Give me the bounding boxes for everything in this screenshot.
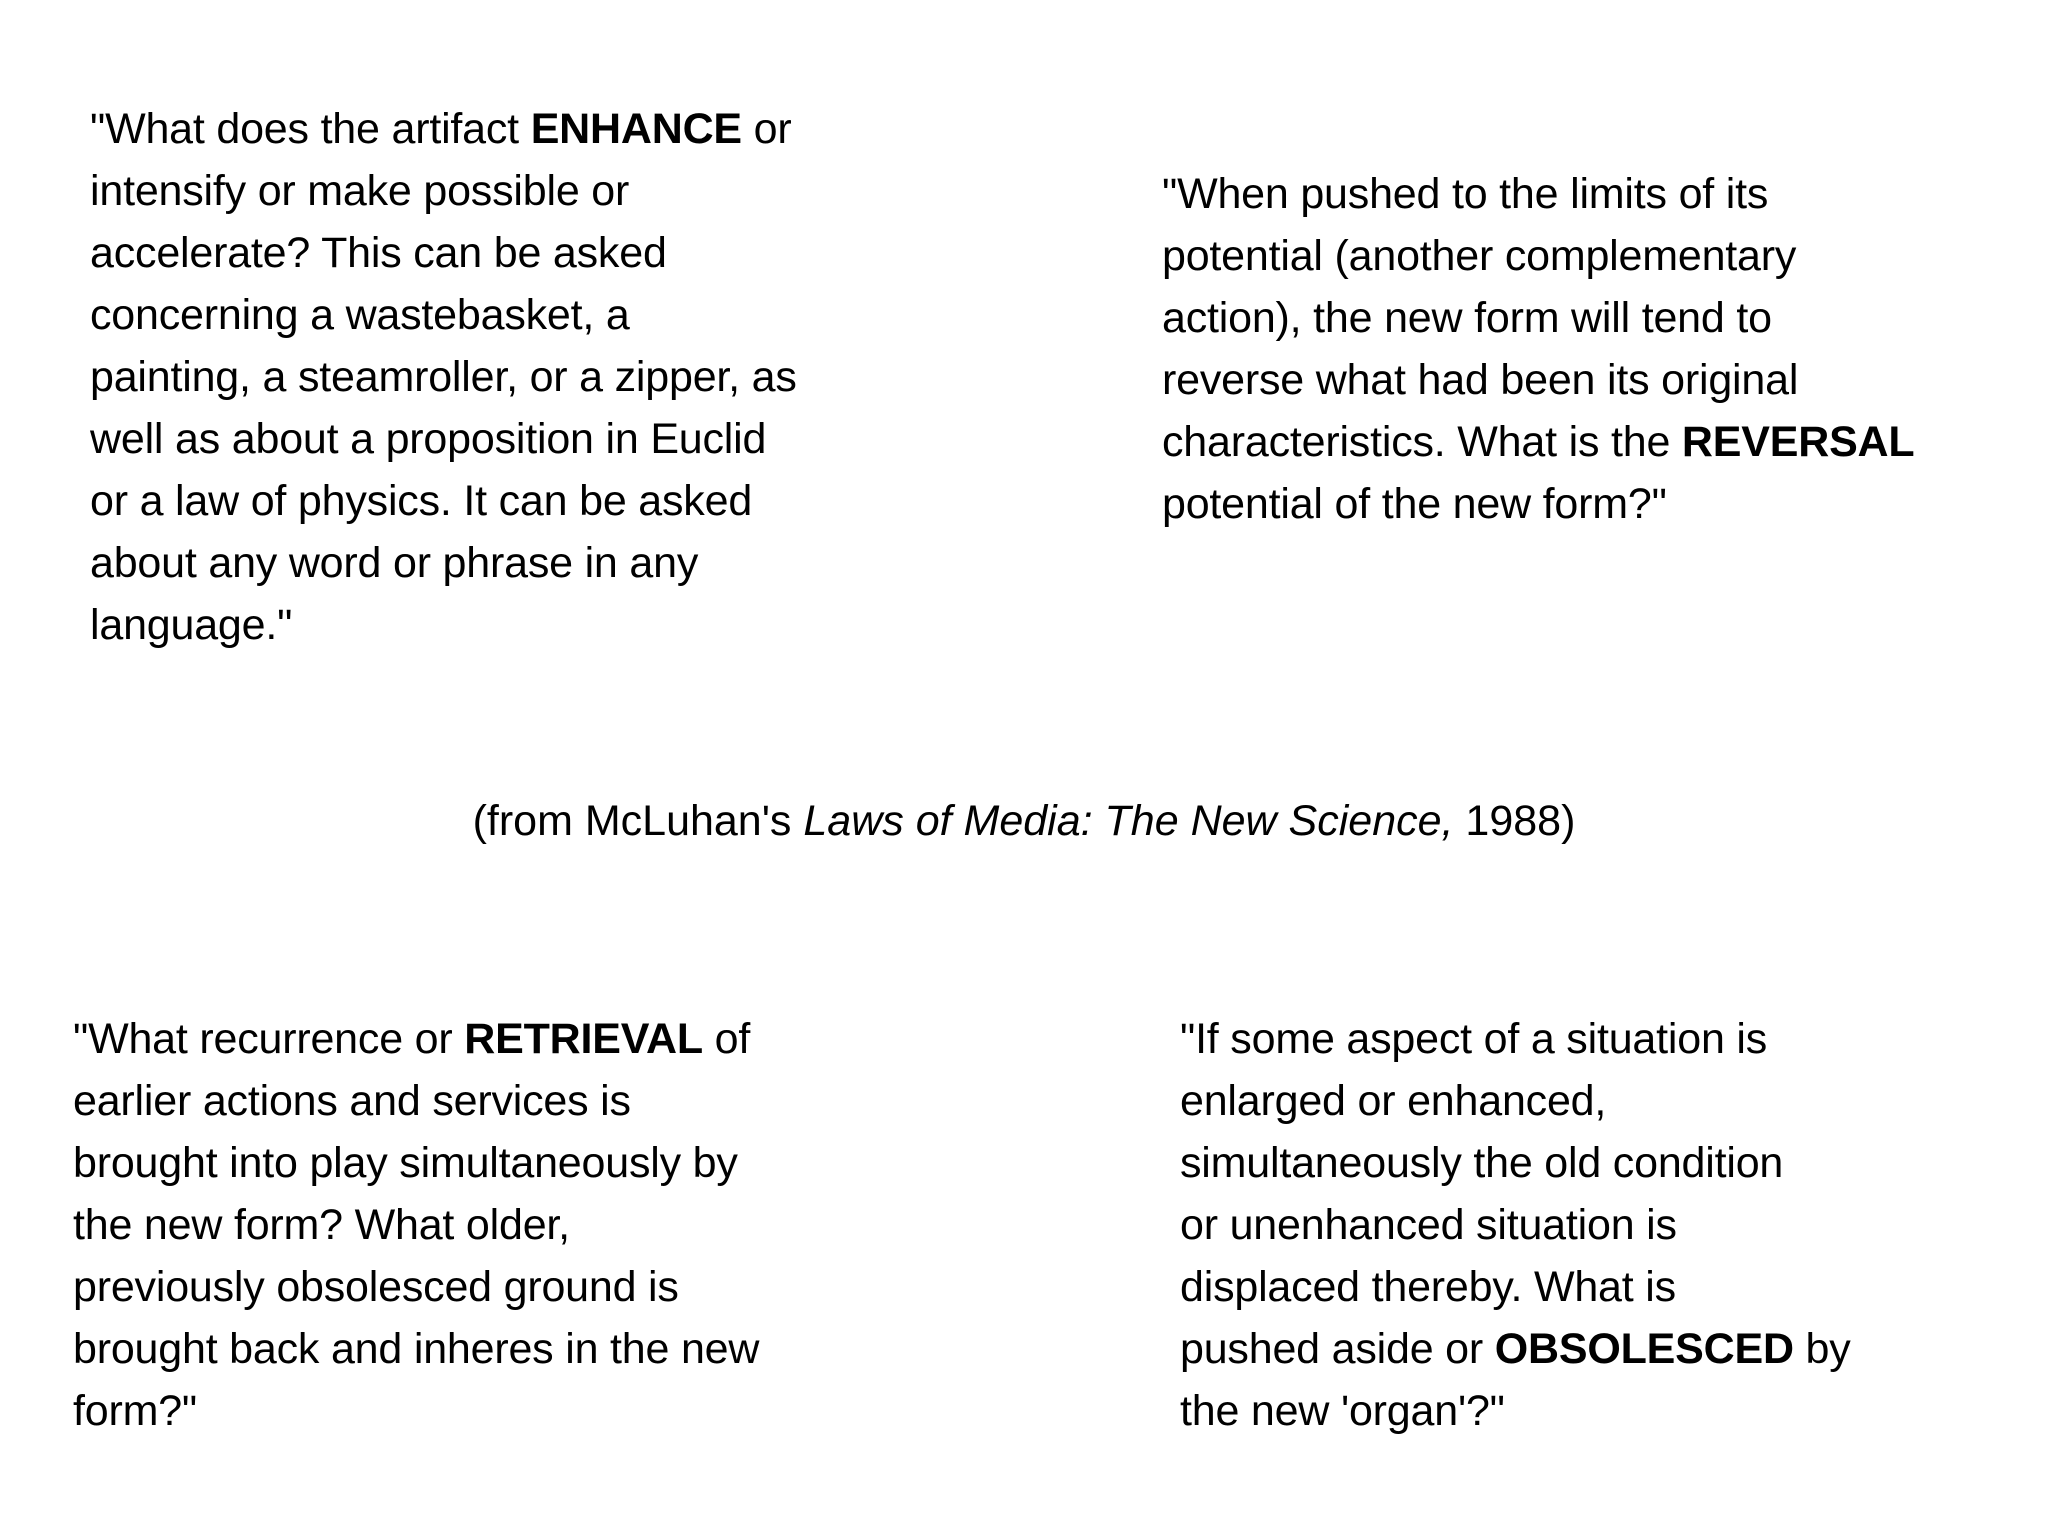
quote-text: previously obsolesced ground is xyxy=(73,1263,679,1311)
quote-line xyxy=(1162,349,1914,411)
quote-reversal xyxy=(1162,163,1914,535)
quote-text: simultaneously the old condition xyxy=(1180,1139,1784,1187)
citation-prefix: (from McLuhan's xyxy=(472,797,804,845)
quote-text: or unenhanced situation is xyxy=(1180,1201,1677,1249)
quote-text: accelerate? This can be asked xyxy=(90,229,667,277)
quote-retrieval xyxy=(73,1008,759,1442)
quote-text: concerning a wastebasket, a xyxy=(90,291,630,339)
quote-line xyxy=(90,594,797,656)
quote-text: "If some aspect of a situation is xyxy=(1180,1015,1768,1063)
quote-text: pushed aside or xyxy=(1180,1325,1495,1373)
quote-line xyxy=(90,346,797,408)
quote-line xyxy=(73,1380,759,1442)
keyword-emphasis: REVERSAL xyxy=(1681,418,1915,466)
quote-line xyxy=(90,532,797,594)
quote-text: characteristics. What is the xyxy=(1162,418,1682,466)
quote-line xyxy=(90,408,797,470)
quote-line xyxy=(1162,473,1914,535)
quote-line xyxy=(1180,1256,1851,1318)
quote-line xyxy=(1162,287,1914,349)
quote-line xyxy=(1180,1318,1851,1380)
quote-line xyxy=(73,1318,759,1380)
quote-line xyxy=(73,1256,759,1318)
quote-text: enlarged or enhanced, xyxy=(1180,1077,1607,1125)
quote-line xyxy=(73,1194,759,1256)
quote-text: by xyxy=(1793,1325,1851,1373)
quote-line xyxy=(1180,1070,1851,1132)
quote-line xyxy=(90,470,797,532)
quote-text: reverse what had been its original xyxy=(1162,356,1799,404)
quote-text: potential of the new form?" xyxy=(1162,480,1667,528)
keyword-emphasis: RETRIEVAL xyxy=(464,1015,703,1063)
quote-line xyxy=(1180,1194,1851,1256)
quote-text: action), the new form will tend to xyxy=(1162,294,1772,342)
quote-line xyxy=(90,160,797,222)
quote-text: "When pushed to the limits of its xyxy=(1162,170,1769,218)
quote-text: the new form? What older, xyxy=(73,1201,570,1249)
quote-text: brought into play simultaneously by xyxy=(73,1139,738,1187)
quote-enhance xyxy=(90,98,797,656)
quote-text: earlier actions and services is xyxy=(73,1077,631,1125)
quote-line xyxy=(1180,1132,1851,1194)
quote-text: painting, a steamroller, or a zipper, as xyxy=(90,353,797,401)
quote-line xyxy=(1162,225,1914,287)
quote-text: "What does the artifact xyxy=(90,105,531,153)
citation-suffix: 1988) xyxy=(1453,797,1576,845)
quote-text: form?" xyxy=(73,1387,197,1435)
keyword-emphasis: ENHANCE xyxy=(530,105,742,153)
quote-text: the new 'organ'?" xyxy=(1180,1387,1505,1435)
quote-text: about any word or phrase in any xyxy=(90,539,699,587)
citation-book-title: Laws of Media: The New Science, xyxy=(803,797,1454,845)
quote-text: well as about a proposition in Euclid xyxy=(90,415,767,463)
keyword-emphasis: OBSOLESCED xyxy=(1494,1325,1794,1373)
quote-line xyxy=(1180,1380,1851,1442)
quote-line xyxy=(1162,411,1914,473)
quote-line xyxy=(90,284,797,346)
quote-line xyxy=(73,1008,759,1070)
quote-line xyxy=(1180,1008,1851,1070)
citation xyxy=(0,790,2048,852)
quote-text: of xyxy=(702,1015,751,1063)
quote-line xyxy=(90,222,797,284)
quote-line xyxy=(73,1070,759,1132)
quote-text: displaced thereby. What is xyxy=(1180,1263,1676,1311)
quote-text: potential (another complementary xyxy=(1162,232,1797,280)
quote-text: or a law of physics. It can be asked xyxy=(90,477,753,525)
quote-text: brought back and inheres in the new xyxy=(73,1325,760,1373)
quote-text: intensify or make possible or xyxy=(90,167,630,215)
quote-text: or xyxy=(741,105,792,153)
quote-text: language." xyxy=(90,601,293,649)
quote-line xyxy=(1162,163,1914,225)
quote-obsolescence xyxy=(1180,1008,1851,1442)
quote-line xyxy=(90,98,797,160)
quote-text: "What recurrence or xyxy=(73,1015,465,1063)
quote-line xyxy=(73,1132,759,1194)
